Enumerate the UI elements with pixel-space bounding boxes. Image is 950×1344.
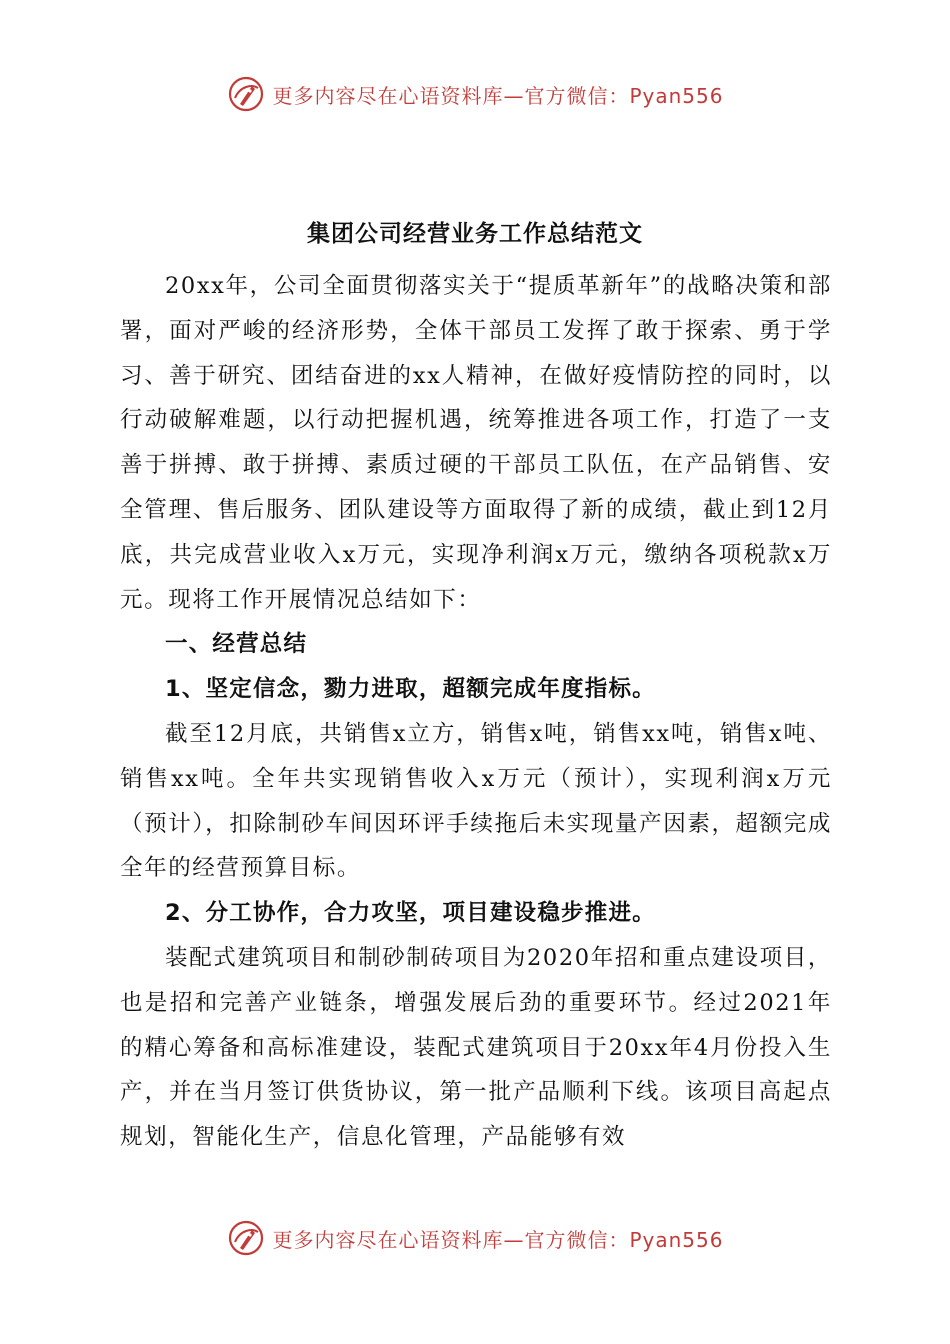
- item-heading-2: 2、分工协作，合力攻坚，项目建设稳步推进。: [165, 900, 656, 927]
- pen-nib-logo-icon: [226, 74, 266, 114]
- intro-paragraph: 20xx年，公司全面贯彻落实关于“提质革新年”的战略决策和部署，面对严峻的经济形势，全体干部员工发挥了敢于探索、勇于学习、善于研究、团结奋进的xx人精神，在做好疫情防控的同时，以行动破解难题，以行动把握机遇，统筹推进各项工作，打造了一支善于拼搏、敢于拼搏、素质过硬的干部员工队伍，在产品销售、安全管理、售后服务、团队建设等方面取得了新的成绩，截止到12月底，共完成营业收入x万元，实现净利润x万元，缴纳各项税款x万元。现将工作开展情况总结如下：: [120, 273, 832, 613]
- header-watermark: [0, 70, 950, 118]
- document-title: 集团公司经营业务工作总结范文: [307, 221, 643, 247]
- watermark-text: 更多内容尽在心语资料库—官方微信：Pyan556: [272, 1227, 724, 1252]
- footer-watermark: [0, 1214, 950, 1262]
- item-paragraph-2: 装配式建筑项目和制砂制砖项目为2020年招和重点建设项目，也是招和完善产业链条，增强发展后劲的重要环节。经过2021年的精心筹备和高标准建设，装配式建筑项目于20xx年4月份投入生产，并在当月签订供货协议，第一批产品顺利下线。该项目高起点规划，智能化生产，信息化管理，产品能够有效: [120, 944, 832, 1151]
- item-heading-1: 1、坚定信念，勠力进取，超额完成年度指标。: [165, 676, 656, 703]
- pen-nib-logo-icon: [226, 1218, 266, 1258]
- watermark-text: 更多内容尽在心语资料库—官方微信：Pyan556: [272, 83, 724, 108]
- document-body: [120, 264, 832, 1160]
- section-heading: 一、经营总结: [165, 631, 308, 658]
- item-paragraph-1: 截至12月底，共销售x立方，销售x吨，销售xx吨，销售x吨、销售xx吨。全年共实现销售收入x万元（预计），实现利润x万元（预计），扣除制砂车间因环评手续拖后未实现量产因素，超额完成全年的经营预算目标。: [120, 720, 832, 882]
